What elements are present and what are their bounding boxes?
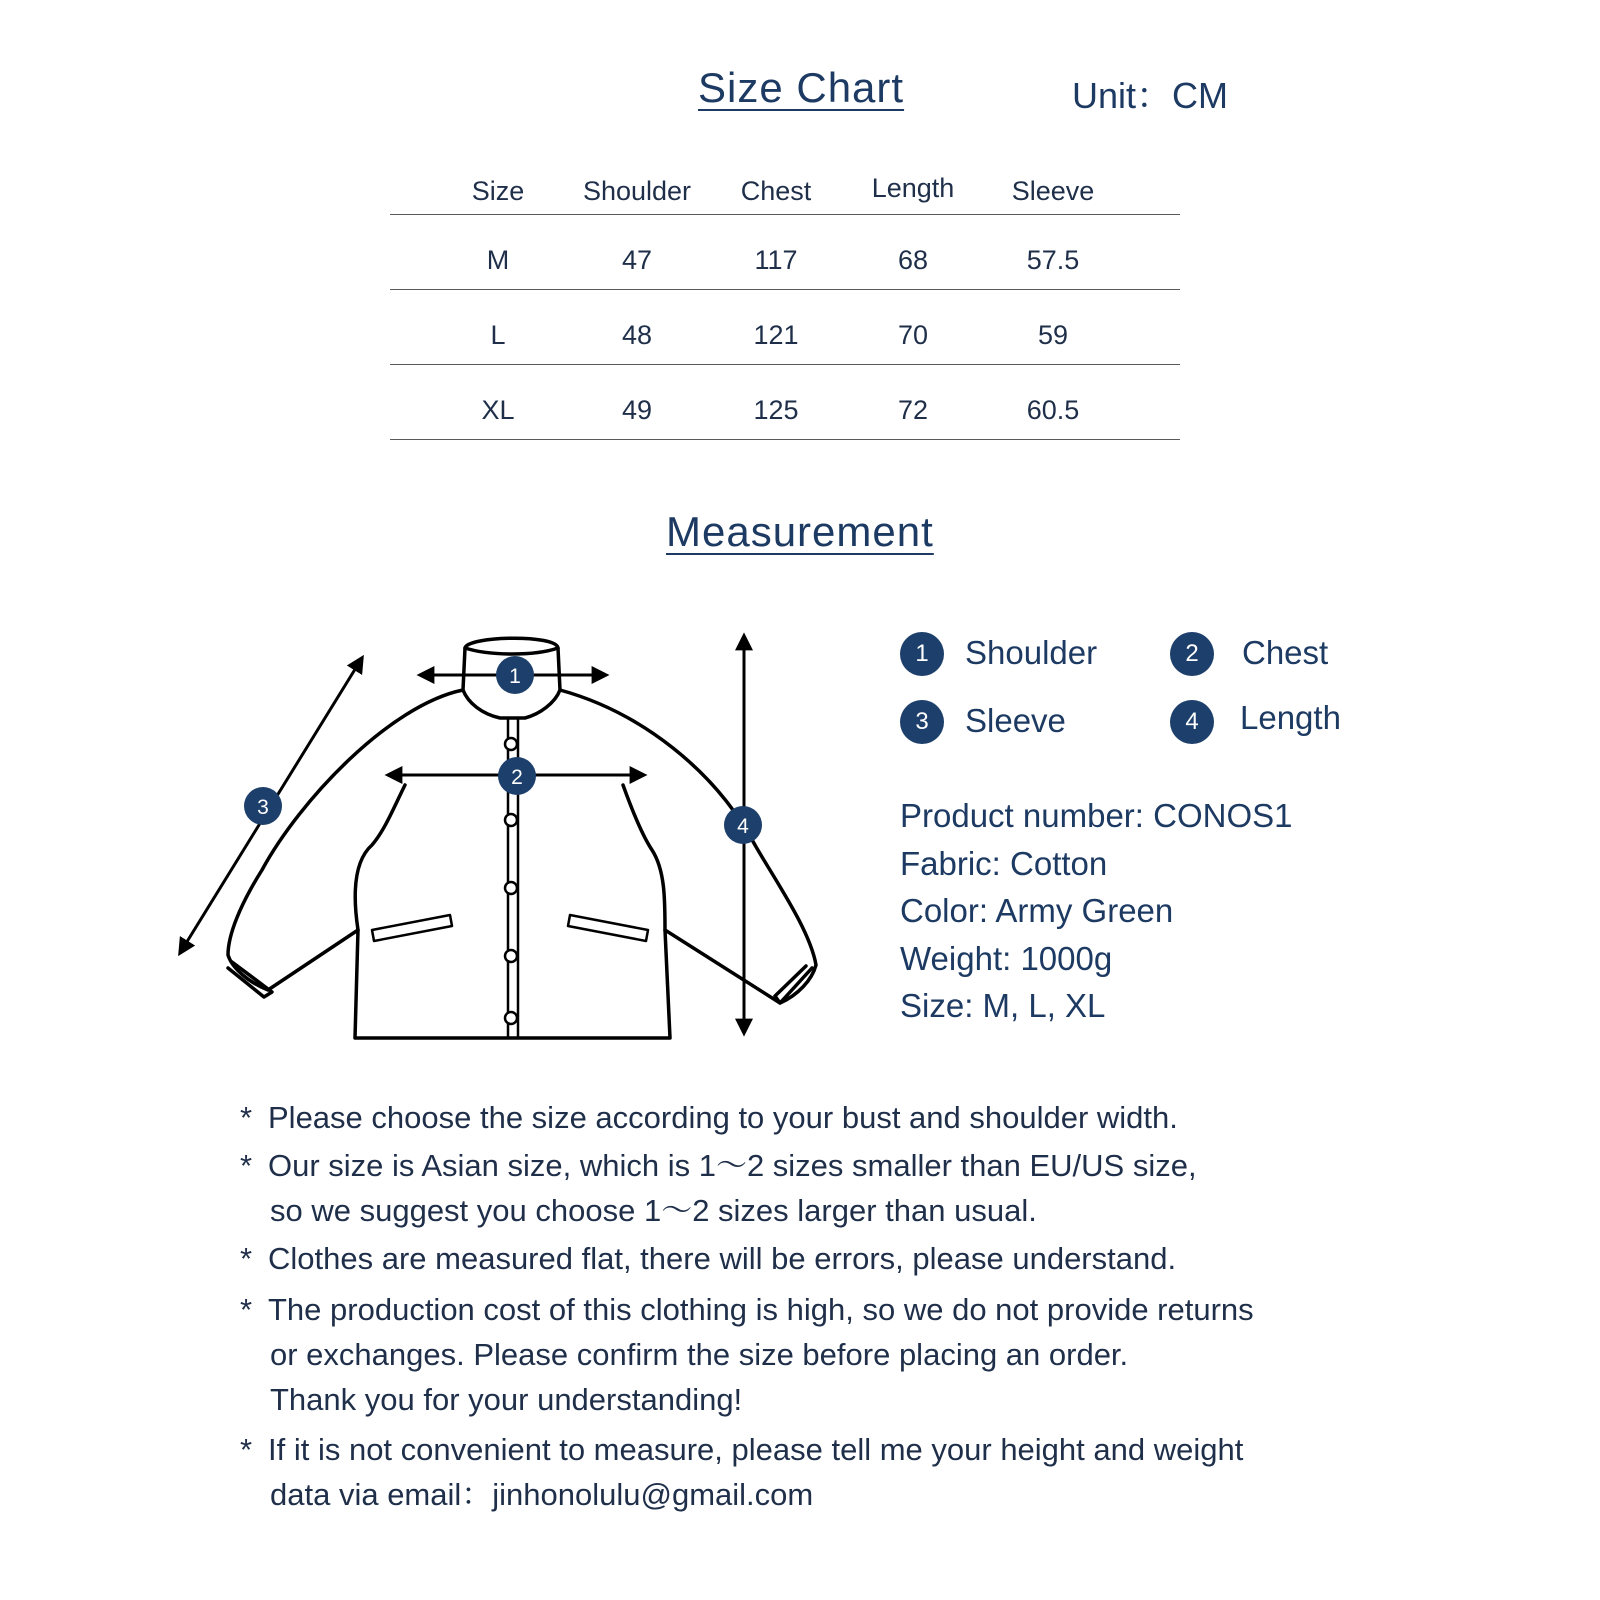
size-table — [390, 170, 1180, 440]
badge-3 — [244, 787, 282, 825]
legend-label: Shoulder — [965, 634, 1098, 671]
table-cell: 60.5 — [1026, 395, 1080, 425]
note-text: Please choose the size according to your bust and shoulder width. — [268, 1100, 1178, 1135]
note-text: If it is not convenient to measure, please tell me your height and weight — [268, 1432, 1244, 1467]
table-cell: 68 — [897, 245, 929, 275]
badge-4 — [724, 806, 762, 844]
note-text: Our size is Asian size, which is 1～2 sizes smaller than EU/US size, — [268, 1148, 1197, 1183]
note-bullet: * — [240, 1100, 253, 1135]
note-text: Clothes are measured flat, there will be errors, please understand. — [268, 1241, 1177, 1276]
legend-label: Sleeve — [965, 702, 1066, 739]
badge-number: 4 — [737, 815, 749, 838]
note-bullet: * — [240, 1292, 253, 1327]
column-header: Sleeve — [1011, 176, 1095, 206]
note-bullet: * — [240, 1148, 253, 1183]
table-row — [390, 215, 1180, 290]
table-row — [390, 290, 1180, 365]
table-cell: XL — [481, 395, 515, 425]
legend-label: Length — [1240, 699, 1341, 736]
note-text: Thank you for your understanding! — [270, 1382, 743, 1417]
measurement-title: Measurement — [666, 508, 934, 555]
table-cell: 72 — [897, 395, 929, 425]
table-cell: 57.5 — [1026, 245, 1080, 275]
note-bullet: * — [240, 1241, 253, 1276]
jacket-outline — [228, 638, 816, 1038]
table-cell: 70 — [897, 320, 929, 350]
color: Color: Army Green — [900, 892, 1174, 929]
size-chart-title: Size Chart — [698, 64, 905, 111]
legend-badge: 4 — [1170, 700, 1214, 744]
table-header-row — [390, 170, 1180, 215]
badge-2 — [498, 757, 536, 795]
note-2 — [240, 1143, 1197, 1233]
sizes: Size: M, L, XL — [900, 987, 1106, 1024]
unit-label: Unit：CM — [1072, 75, 1229, 116]
column-header: Length — [871, 173, 955, 203]
legend-badge: 2 — [1170, 632, 1214, 676]
jacket-diagram — [0, 600, 880, 1070]
legend-label: Chest — [1242, 634, 1329, 671]
contact-email: data via email：jinhonolulu@gmail.com — [270, 1477, 814, 1512]
note-text: The production cost of this clothing is high, so we do not provide returns — [268, 1292, 1254, 1327]
table-cell: 49 — [621, 395, 653, 425]
note-3 — [240, 1236, 1176, 1281]
badge-number: 3 — [257, 796, 269, 819]
table-cell: L — [490, 320, 506, 350]
legend-badge: 1 — [900, 632, 944, 676]
note-text: or exchanges. Please confirm the size before placing an order. — [270, 1337, 1129, 1372]
badge-1 — [496, 656, 534, 694]
table-cell: 121 — [753, 320, 799, 350]
column-header: Size — [471, 176, 525, 206]
note-5 — [240, 1427, 1243, 1517]
note-4 — [240, 1287, 1254, 1422]
table-cell: M — [486, 245, 510, 275]
note-bullet: * — [240, 1432, 253, 1467]
table-cell: 59 — [1037, 320, 1069, 350]
table-cell: 47 — [621, 245, 653, 275]
legend-badge: 3 — [900, 700, 944, 744]
note-1 — [240, 1095, 1178, 1140]
badge-number: 1 — [509, 665, 521, 688]
weight: Weight: 1000g — [900, 940, 1113, 977]
product-number: Product number: CONOS1 — [900, 797, 1293, 834]
table-row — [390, 365, 1180, 440]
column-header: Chest — [740, 176, 812, 206]
fabric: Fabric: Cotton — [900, 845, 1108, 882]
table-cell: 48 — [621, 320, 653, 350]
note-text: so we suggest you choose 1～2 sizes larger than usual. — [270, 1193, 1037, 1228]
badge-number: 2 — [511, 766, 523, 789]
table-cell: 117 — [754, 245, 798, 275]
column-header: Shoulder — [582, 176, 692, 206]
table-cell: 125 — [753, 395, 799, 425]
